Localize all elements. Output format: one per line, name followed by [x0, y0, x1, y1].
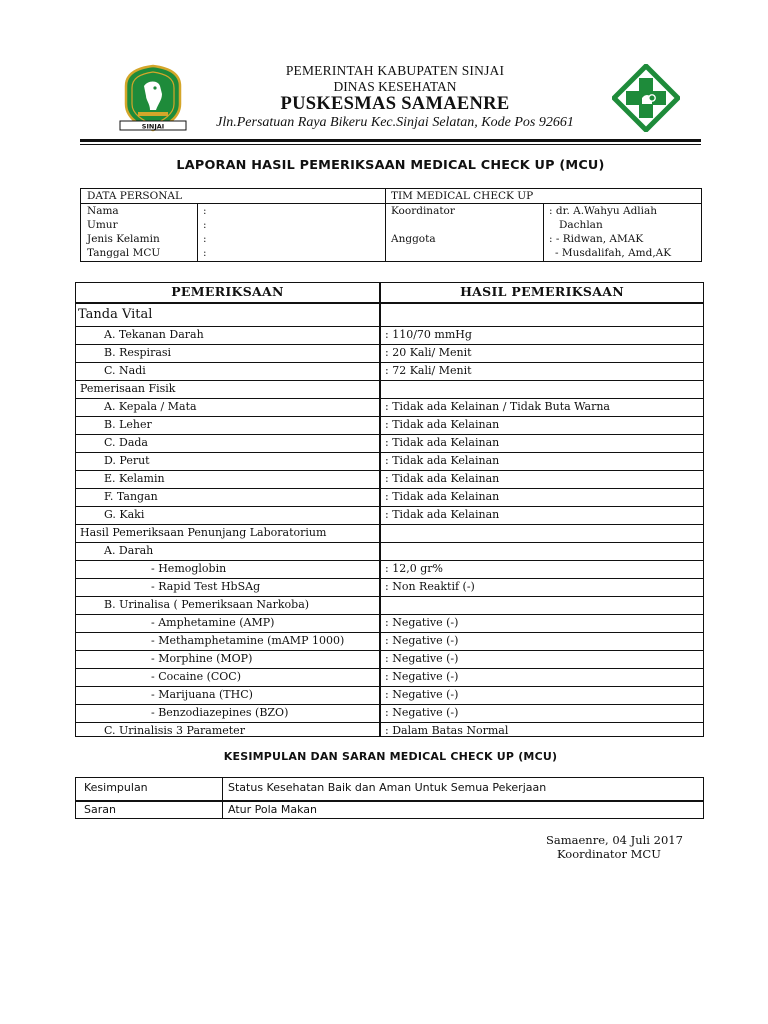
sinjai-regency-emblem-icon	[118, 64, 188, 134]
field-value-tanggal-mcu: :	[203, 247, 207, 259]
header-department: DINAS KESEHATAN	[333, 79, 457, 94]
advice-value: Atur Pola Makan	[228, 803, 318, 816]
exam-row-result: : Tidak ada Kelainan	[385, 454, 500, 467]
coordinator-name: : dr. A.Wahyu Adliah	[549, 205, 658, 217]
exam-row-result: : 20 Kali/ Menit	[385, 346, 472, 359]
header-divider-thin	[80, 144, 701, 145]
exam-row-result: : Negative (-)	[385, 670, 459, 683]
field-label-jenis-kelamin: Jenis Kelamin	[87, 233, 160, 245]
exam-row-result: : Tidak ada Kelainan	[385, 472, 500, 485]
exam-row-result: : Tidak ada Kelainan	[385, 490, 500, 503]
exam-row-label: F. Tangan	[104, 490, 158, 503]
exam-row-result: : Negative (-)	[385, 688, 459, 701]
exam-row-label: A. Kepala / Mata	[104, 400, 197, 413]
exam-row-label: - Hemoglobin	[151, 562, 227, 575]
signature-date: Samaenre, 04 Juli 2017	[546, 833, 683, 847]
conclusion-value: Status Kesehatan Baik dan Aman Untuk Semua Pekerjaan	[228, 781, 547, 794]
page-title: LAPORAN HASIL PEMERIKSAAN MEDICAL CHECK UP (MCU)	[176, 158, 605, 173]
exam-row-result: : Negative (-)	[385, 706, 459, 719]
conclusion-title: KESIMPULAN DAN SARAN MEDICAL CHECK UP (MCU)	[223, 750, 558, 763]
medical-team-header: TIM MEDICAL CHECK UP	[391, 190, 534, 202]
coordinator-label: Koordinator	[391, 205, 455, 217]
exam-row-result: : Non Reaktif (-)	[385, 580, 475, 593]
header-divider	[80, 139, 701, 142]
exam-row-label: D. Perut	[104, 454, 150, 467]
signature-role: Koordinator MCU	[557, 847, 661, 861]
exam-row-result: : Tidak ada Kelainan / Tidak Buta Warna	[385, 400, 610, 413]
exam-row-result: : Tidak ada Kelainan	[385, 418, 500, 431]
exam-row-divider	[76, 542, 703, 543]
field-label-umur: Umur	[87, 219, 118, 231]
header-puskesmas-name: PUSKESMAS SAMAENRE	[280, 94, 510, 114]
personal-data-header: DATA PERSONAL	[87, 190, 182, 202]
exam-row-result: : Dalam Batas Normal	[385, 724, 509, 737]
exam-row-label: G. Kaki	[104, 508, 145, 521]
exam-row-label: B. Urinalisa ( Pemeriksaan Narkoba)	[104, 598, 310, 611]
exam-row-label: Pemerisaan Fisik	[80, 382, 176, 395]
exam-row-result: : 110/70 mmHg	[385, 328, 472, 341]
svg-text:SINJAI: SINJAI	[141, 122, 165, 131]
exam-row-label: E. Kelamin	[104, 472, 165, 485]
exam-row-label: B. Respirasi	[104, 346, 172, 359]
field-value-jenis-kelamin: :	[203, 233, 207, 245]
exam-row-label: Hasil Pemeriksaan Penunjang Laboratorium	[80, 526, 327, 539]
exam-row-result: : Negative (-)	[385, 616, 459, 629]
puskesmas-cross-icon	[612, 64, 680, 132]
exam-row-result: : 72 Kali/ Menit	[385, 364, 472, 377]
member-1: : - Ridwan, AMAK	[549, 233, 644, 245]
conclusion-table	[75, 777, 704, 819]
exam-row-label: C. Urinalisis 3 Parameter	[104, 724, 245, 737]
exam-row-label: - Amphetamine (AMP)	[151, 616, 275, 629]
member-label: Anggota	[391, 233, 436, 245]
exam-row-label: C. Nadi	[104, 364, 146, 377]
member-2: - Musdalifah, Amd,AK	[555, 247, 672, 259]
exam-row-result: : 12,0 gr%	[385, 562, 443, 575]
personal-data-table	[80, 188, 702, 262]
exam-row-label: - Benzodiazepines (BZO)	[151, 706, 289, 719]
exam-row-result: : Tidak ada Kelainan	[385, 508, 500, 521]
exam-header-result: HASIL PEMERIKSAAN	[460, 284, 624, 299]
exam-header-examination: PEMERIKSAAN	[171, 284, 284, 299]
field-label-tanggal-mcu: Tanggal MCU	[87, 247, 161, 259]
examination-table	[75, 282, 704, 737]
field-value-umur: :	[203, 219, 207, 231]
header-address: Jln.Persatuan Raya Bikeru Kec.Sinjai Selatan, Kode Pos 92661	[216, 115, 574, 130]
exam-row-label: C. Dada	[104, 436, 148, 449]
exam-row-label: A. Tekanan Darah	[104, 328, 204, 341]
exam-row-label: Tanda Vital	[78, 307, 153, 322]
exam-row-label: B. Leher	[104, 418, 152, 431]
conclusion-label: Kesimpulan	[84, 781, 148, 794]
coordinator-name-cont: Dachlan	[559, 219, 603, 231]
exam-row-result: : Tidak ada Kelainan	[385, 436, 500, 449]
header-government: PEMERINTAH KABUPATEN SINJAI	[285, 63, 505, 78]
exam-row-label: - Rapid Test HbSAg	[151, 580, 261, 593]
exam-row-label: - Methamphetamine (mAMP 1000)	[151, 634, 345, 647]
exam-row-label: - Morphine (MOP)	[151, 652, 253, 665]
exam-row-label: - Cocaine (COC)	[151, 670, 242, 683]
field-value-nama: :	[203, 205, 207, 217]
exam-row-result: : Negative (-)	[385, 634, 459, 647]
exam-row-label: - Marijuana (THC)	[151, 688, 253, 701]
exam-row-label: A. Darah	[104, 544, 154, 557]
advice-label: Saran	[84, 803, 116, 816]
field-label-nama: Nama	[87, 205, 119, 217]
exam-row-result: : Negative (-)	[385, 652, 459, 665]
